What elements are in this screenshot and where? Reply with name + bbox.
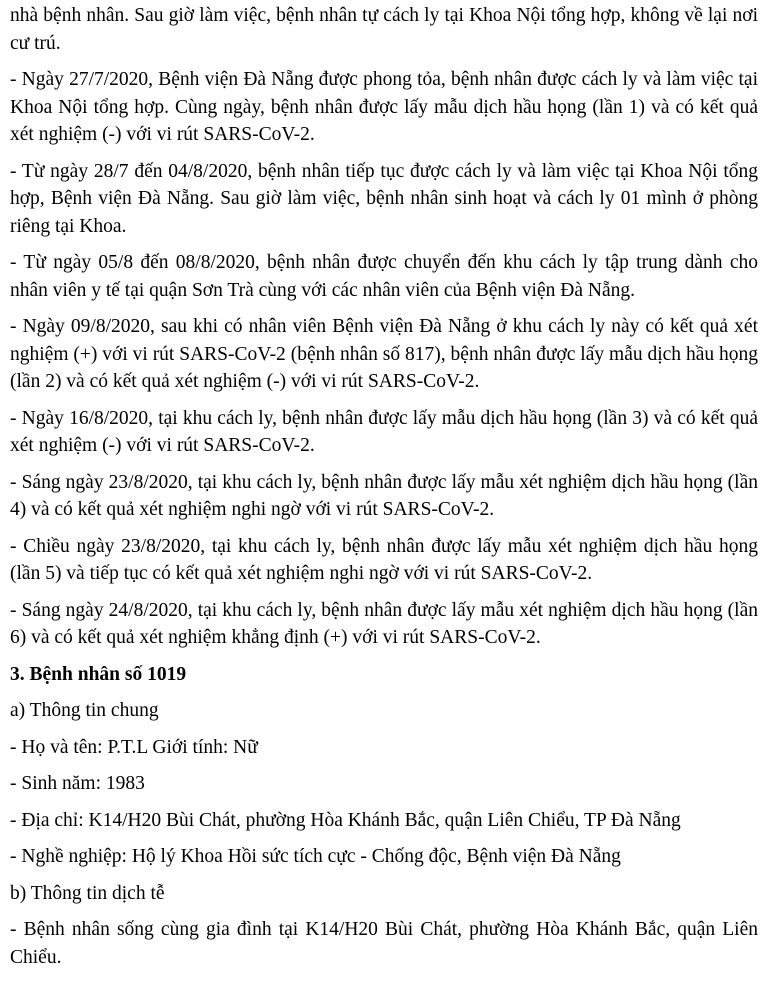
paragraph-event-2020-07-27: - Ngày 27/7/2020, Bệnh viện Đà Nẵng được phong tỏa, bệnh nhân được cách ly và làm việc tại Khoa Nội tổng hợp. Cùng ngày, bệnh nhân được lấy mẫu dịch hầu họng (lần 1) và có kết quả xét nghiệm (-) với vi rút SARS-CoV-2. [10,69,758,145]
line-address: - Địa chỉ: K14/H20 Bùi Chát, phường Hòa Khánh Bắc, quận Liên Chiểu, TP Đà Nẵng [10,809,681,831]
section-heading-patient-1019: 3. Bệnh nhân số 1019 [10,663,187,685]
line-birth-year: - Sinh năm: 1983 [10,773,145,794]
paragraph-event-2020-08-05-to-08-08: - Từ ngày 05/8 đến 08/8/2020, bệnh nhân được chuyển đến khu cách ly tập trung dành cho nhân viên y tế tại quận Sơn Trà cùng với các nhân viên của Bệnh viện Đà Nẵng. [10,252,758,301]
paragraph-continuation-isolation: nhà bệnh nhân. Sau giờ làm việc, bệnh nhân tự cách ly tại Khoa Nội tổng hợp, không về lại nơi cư trú. [10,5,758,54]
paragraph-event-2020-07-28-to-08-04: - Từ ngày 28/7 đến 04/8/2020, bệnh nhân tiếp tục được cách ly và làm việc tại Khoa Nội tổng hợp, Bệnh viện Đà Nẵng. Sau giờ làm việc, bệnh nhân sinh hoạt và cách ly 01 mình ở phòng riêng tại Khoa. [10,160,758,237]
paragraph-event-2020-08-16: - Ngày 16/8/2020, tại khu cách ly, bệnh nhân được lấy mẫu dịch hầu họng (lần 3) và có kết quả xét nghiệm (-) với vi rút SARS-CoV-2. [10,407,758,456]
paragraph-event-2020-08-24-morning: - Sáng ngày 24/8/2020, tại khu cách ly, bệnh nhân được lấy mẫu xét nghiệm dịch hầu họng (lần 6) và có kết quả xét nghiệm khẳng định (+) với vi rút SARS-CoV-2. [10,599,758,648]
paragraph-event-2020-08-23-afternoon: - Chiều ngày 23/8/2020, tại khu cách ly, bệnh nhân được lấy mẫu xét nghiệm dịch hầu họng (lần 5) và tiếp tục có kết quả xét nghiệm nghi ngờ với vi rút SARS-CoV-2. [10,535,758,584]
paragraph-event-2020-08-23-morning: - Sáng ngày 23/8/2020, tại khu cách ly, bệnh nhân được lấy mẫu xét nghiệm dịch hầu họng (lần 4) và có kết quả xét nghiệm nghi ngờ với vi rút SARS-CoV-2. [10,471,758,520]
subsection-general-info: a) Thông tin chung [10,700,159,721]
paragraph-event-2020-08-09: - Ngày 09/8/2020, sau khi có nhân viên Bệnh viện Đà Nẵng ở khu cách ly này có kết quả xét nghiệm (+) với vi rút SARS-CoV-2 (bệnh nhân số 817), bệnh nhân được lấy mẫu dịch hầu họng (lần 2) và có kết quả xét nghiệm (-) với vi rút SARS-CoV-2. [10,316,758,392]
subsection-epidemiology-info: b) Thông tin dịch tễ [10,882,165,904]
line-occupation: - Nghề nghiệp: Hộ lý Khoa Hồi sức tích cực - Chống độc, Bệnh viện Đà Nẵng [10,846,621,867]
paragraph-lives-with-family: - Bệnh nhân sống cùng gia đình tại K14/H20 Bùi Chát, phường Hòa Khánh Bắc, quận Liên Chiểu. [10,919,758,968]
line-name-gender: - Họ và tên: P.T.L Giới tính: Nữ [10,736,258,758]
